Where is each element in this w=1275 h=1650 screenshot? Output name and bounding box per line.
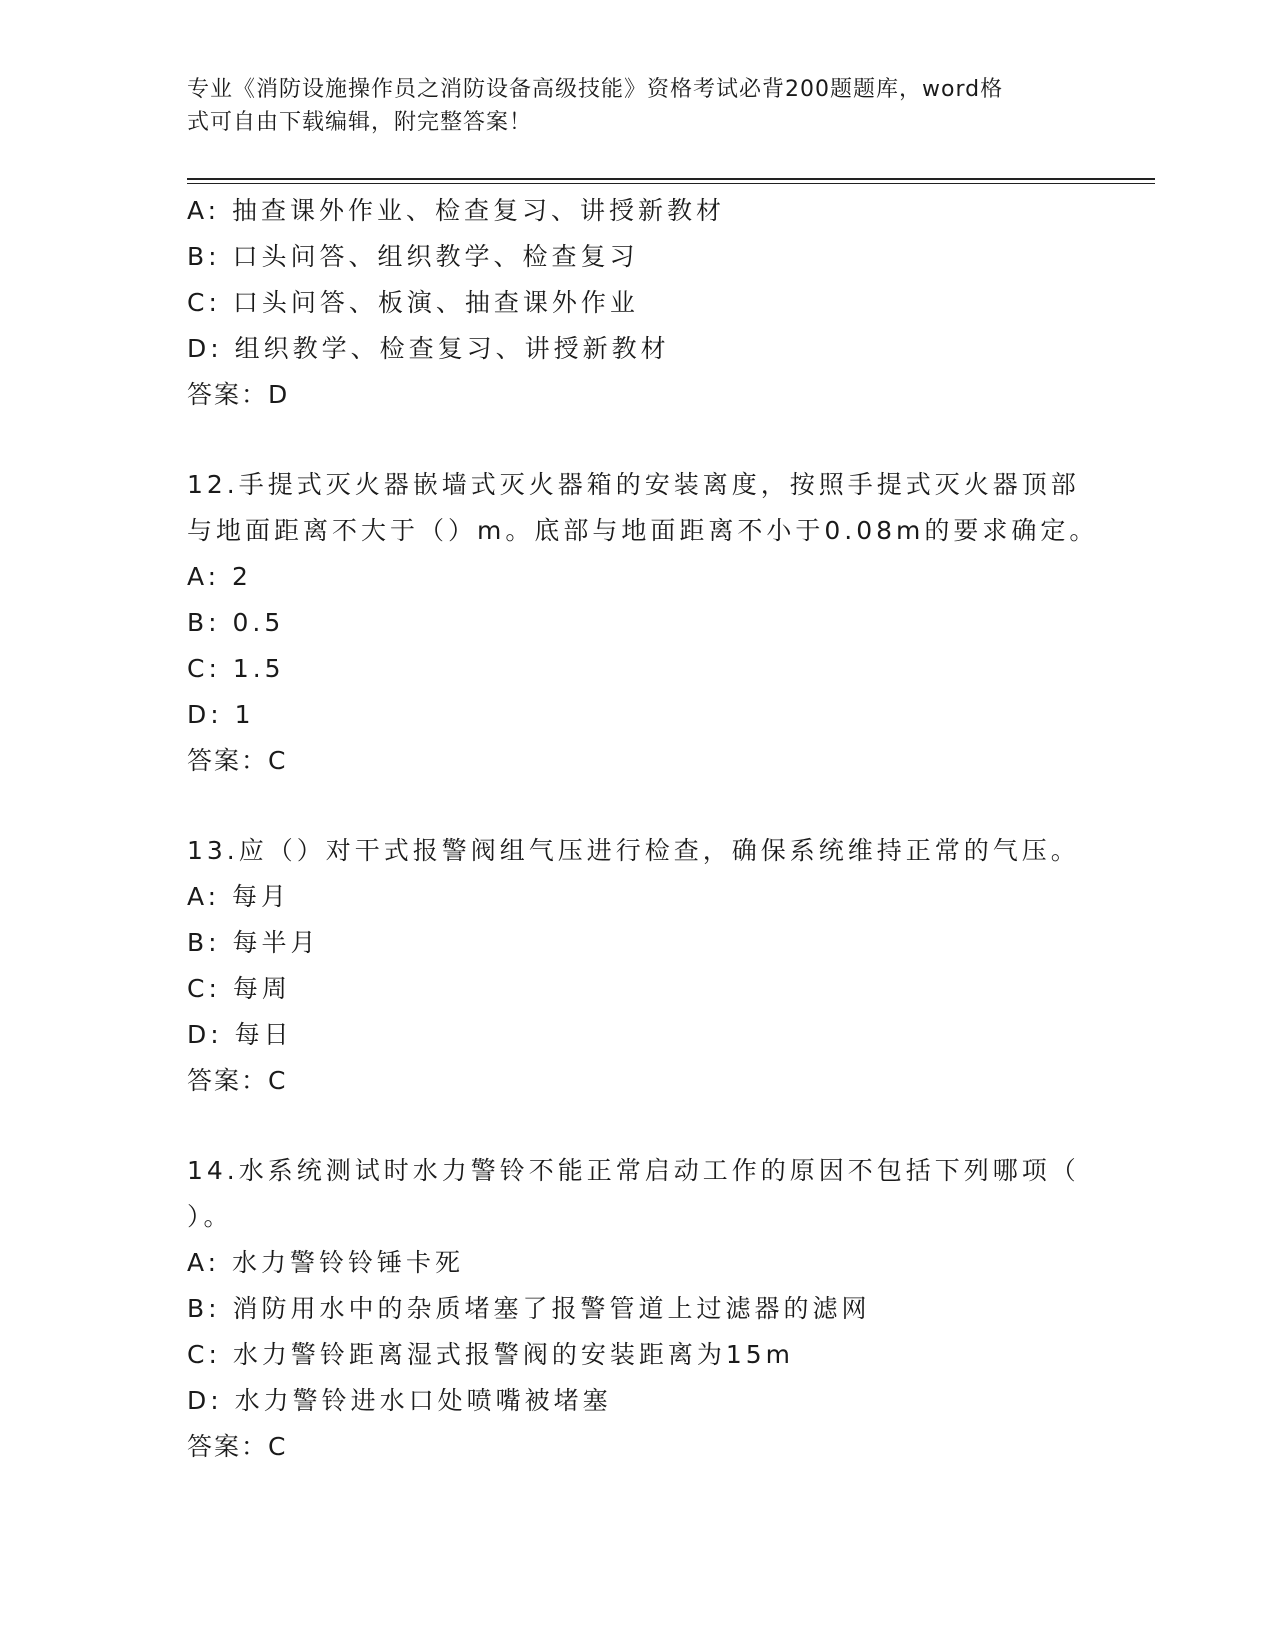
- option-a: A: 每月: [187, 882, 291, 911]
- question-stem: 13.应（）对干式报警阀组气压进行检查，确保系统维持正常的气压。: [187, 836, 1080, 865]
- header-divider: [187, 178, 1155, 180]
- question-list: [187, 188, 1099, 1470]
- option-d: D: 1: [187, 700, 255, 729]
- option-c: C: 口头问答、板演、抽查课外作业: [187, 288, 639, 317]
- header-line: 专业《消防设施操作员之消防设备高级技能》资格考试必背200题题库，word格: [187, 77, 1004, 102]
- option-b: B: 消防用水中的杂质堵塞了报警管道上过滤器的滤网: [187, 1294, 871, 1323]
- spacer: [187, 784, 1087, 828]
- question-stem: 12.手提式灭火器嵌墙式灭火器箱的安装离度，按照手提式灭火器顶部: [187, 470, 1080, 499]
- option-d: D: 水力警铃进水口处喷嘴被堵塞: [187, 1386, 612, 1415]
- option-d: D: 每日: [187, 1020, 293, 1049]
- option-d: D: 组织教学、检查复习、讲授新教材: [187, 334, 670, 363]
- question-stem: 14.水系统测试时水力警铃不能正常启动工作的原因不包括下列哪项（: [187, 1156, 1080, 1185]
- header-line: 式可自由下载编辑，附完整答案！: [187, 110, 533, 135]
- answer: 答案：D: [187, 380, 290, 409]
- answer: 答案：C: [187, 1432, 288, 1461]
- question-block: [187, 1148, 1087, 1470]
- option-c: C: 1.5: [187, 654, 285, 683]
- answer: 答案：C: [187, 1066, 288, 1095]
- question-stem: 与地面距离不大于（）m。底部与地面距离不小于0.08m的要求确定。: [187, 516, 1099, 545]
- spacer: [187, 1104, 1087, 1148]
- question-block: [187, 462, 1099, 784]
- question-stem: ）。: [187, 1202, 233, 1231]
- option-b: B: 口头问答、组织教学、检查复习: [187, 242, 639, 271]
- option-c: C: 每周: [187, 974, 291, 1003]
- answer: 答案：C: [187, 746, 288, 775]
- option-a: A: 抽查课外作业、检查复习、讲授新教材: [187, 196, 726, 225]
- option-b: B: 每半月: [187, 928, 320, 957]
- option-a: A: 2: [187, 562, 252, 591]
- question-block: [187, 188, 1087, 418]
- option-a: A: 水力警铃铃锤卡死: [187, 1248, 465, 1277]
- option-b: B: 0.5: [187, 608, 285, 637]
- document-header: [187, 73, 1087, 139]
- question-block: [187, 828, 1087, 1104]
- spacer: [187, 418, 1087, 462]
- option-c: C: 水力警铃距离湿式报警阀的安装距离为15m: [187, 1340, 794, 1369]
- header-divider-thin: [187, 183, 1155, 184]
